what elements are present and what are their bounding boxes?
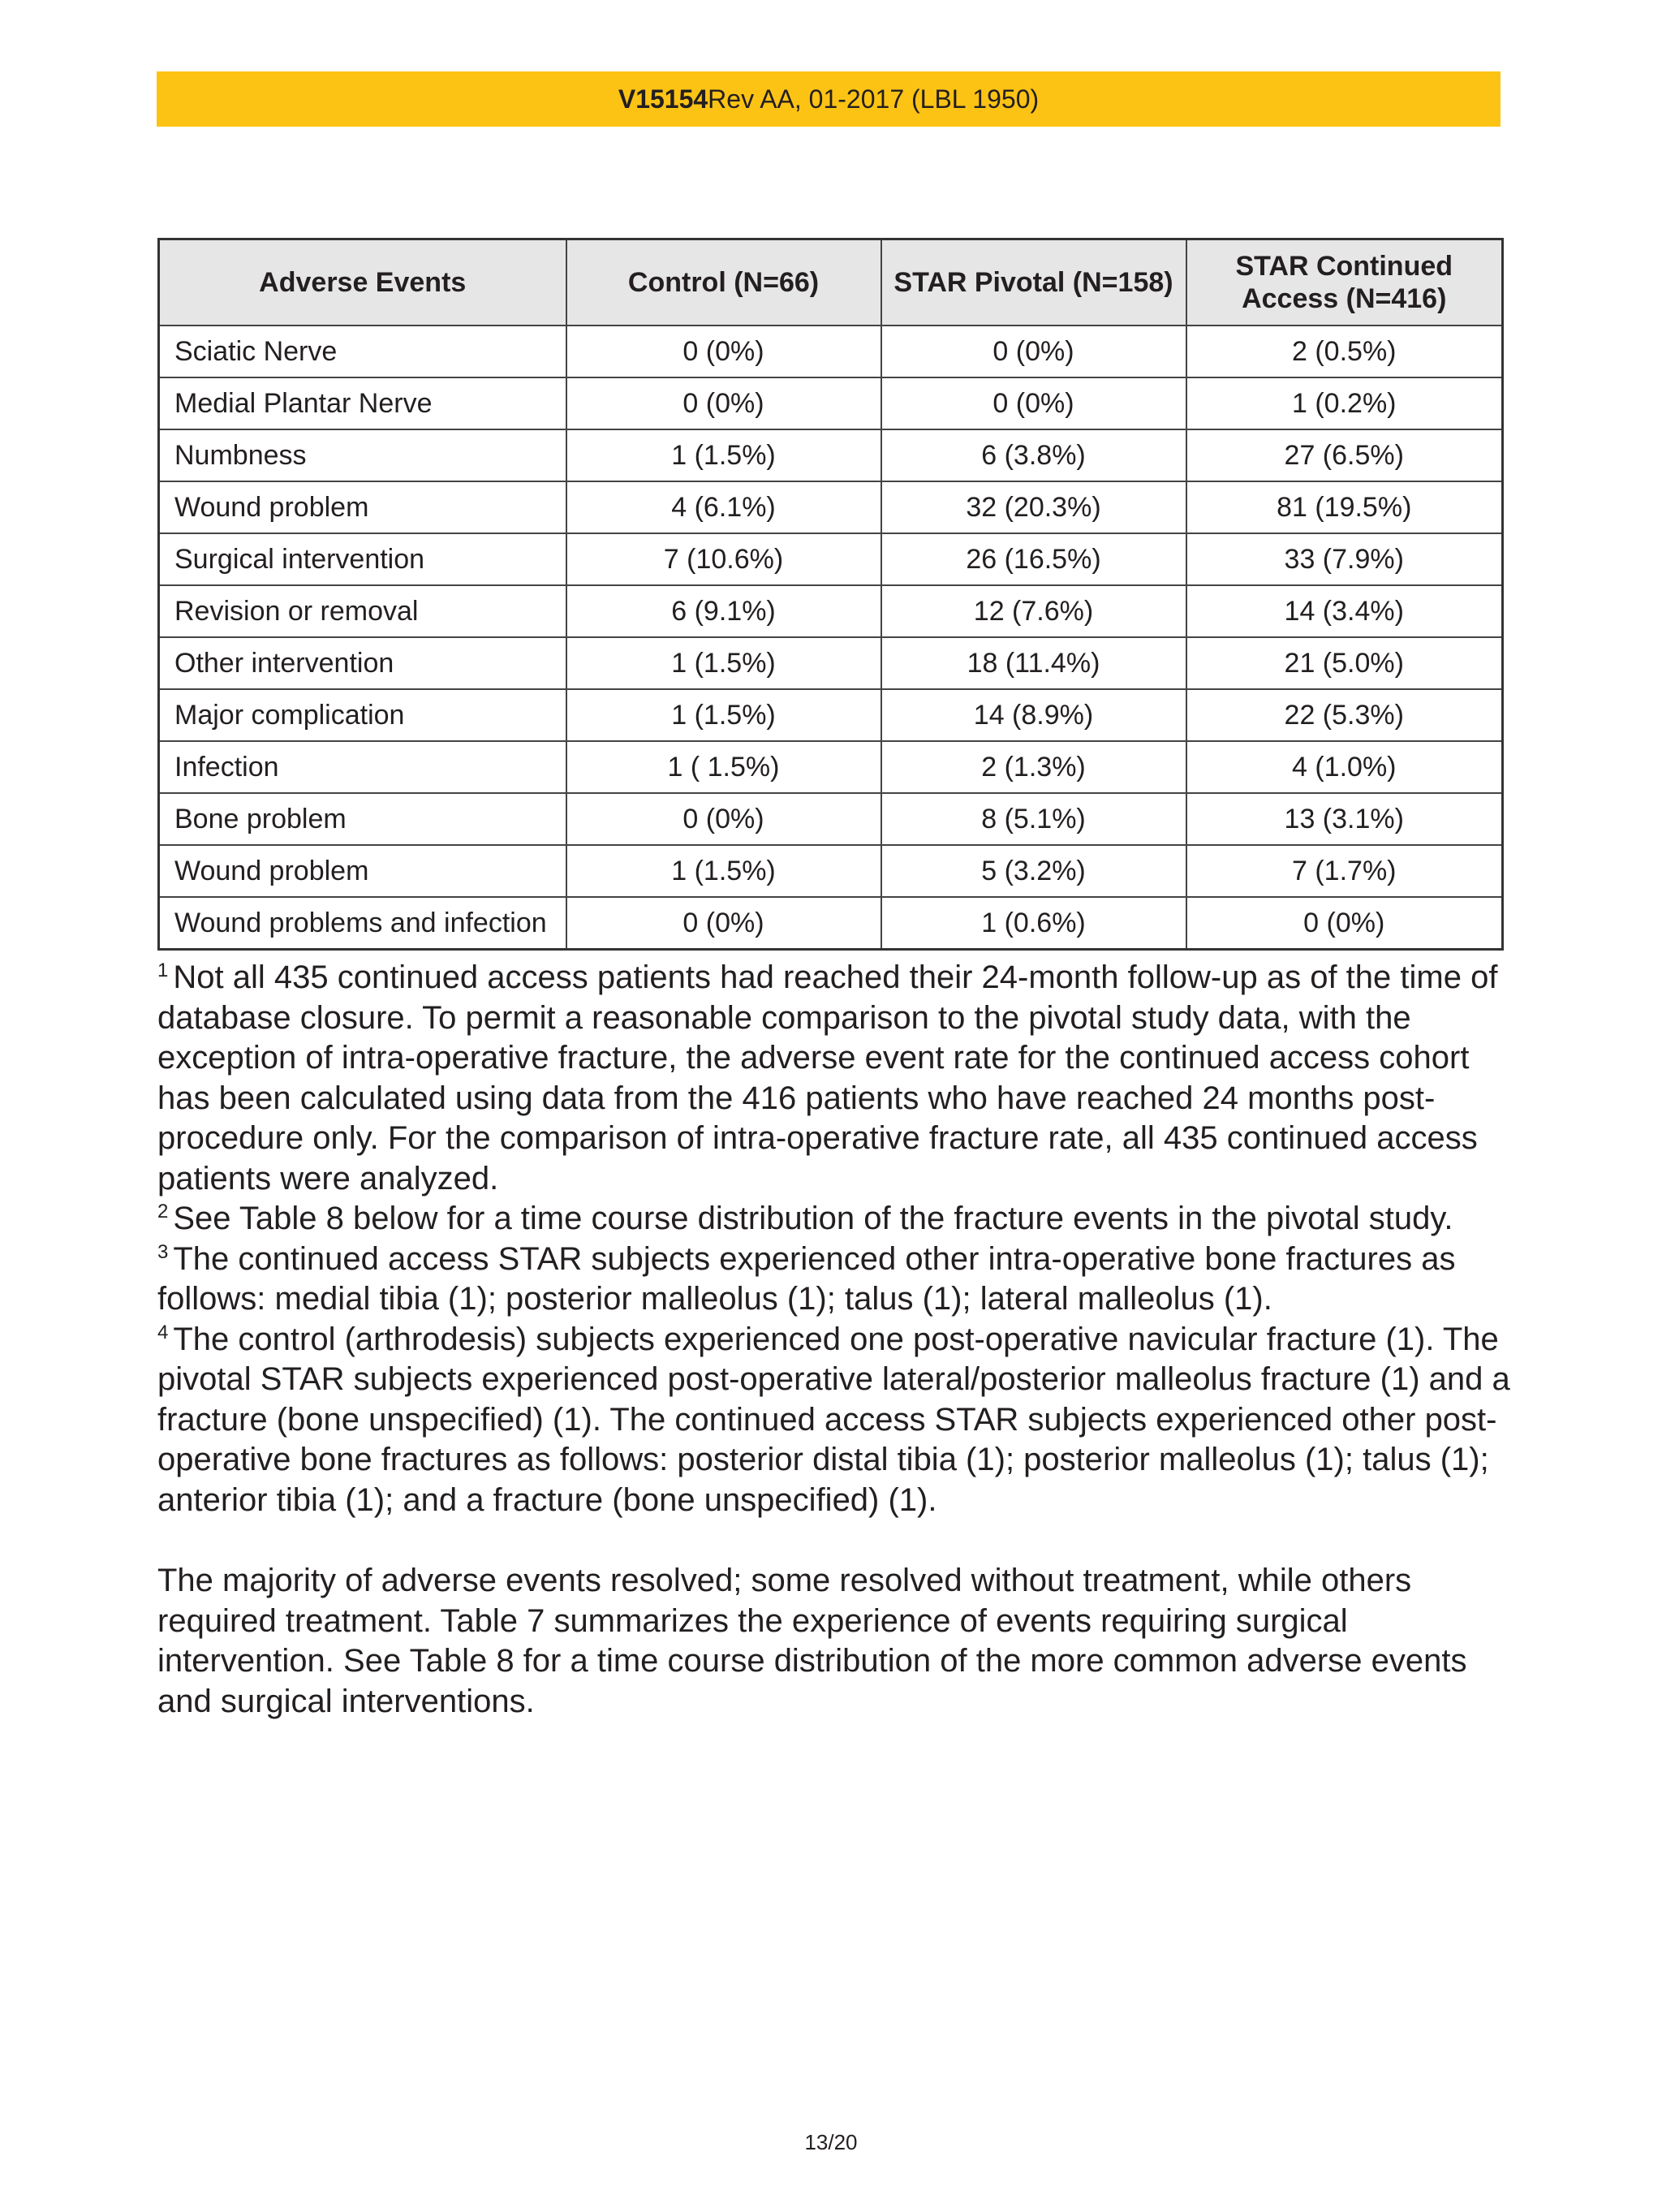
adverse-event-label-cell: Medial Plantar Nerve [159, 377, 566, 429]
star-pivotal-value-cell: 6 (3.8%) [881, 429, 1186, 481]
control-value-cell: 0 (0%) [566, 793, 881, 845]
control-value-cell: 4 (6.1%) [566, 481, 881, 533]
document-revision: Rev AA, 01-2017 (LBL 1950) [708, 84, 1040, 114]
footnote-2 [157, 1199, 1521, 1240]
adverse-event-label-cell: Sciatic Nerve [159, 326, 566, 377]
document-header-bar [157, 71, 1501, 127]
control-value-cell: 1 (1.5%) [566, 429, 881, 481]
column-header-star-pivotal: STAR Pivotal (N=158) [881, 239, 1186, 326]
table-row [159, 585, 1503, 637]
adverse-event-label-cell: Major complication [159, 689, 566, 741]
star-continued-access-value-cell: 81 (19.5%) [1186, 481, 1503, 533]
star-pivotal-value-cell: 1 (0.6%) [881, 897, 1186, 950]
column-header-control: Control (N=66) [566, 239, 881, 326]
adverse-event-label-cell: Numbness [159, 429, 566, 481]
table-body [159, 326, 1503, 950]
footnote-text: See Table 8 below for a time course distribution of the fracture events in the pivotal study. [173, 1201, 1453, 1236]
control-value-cell: 1 (1.5%) [566, 689, 881, 741]
footnotes [157, 958, 1521, 1520]
table-row [159, 689, 1503, 741]
footnote-marker: 2 [157, 1201, 169, 1222]
adverse-event-label-cell: Infection [159, 741, 566, 793]
table-row [159, 377, 1503, 429]
footnote-marker: 1 [157, 959, 169, 981]
table-row [159, 326, 1503, 377]
control-value-cell: 7 (10.6%) [566, 533, 881, 585]
footnote-3 [157, 1240, 1521, 1320]
table-header-row [159, 239, 1503, 326]
star-pivotal-value-cell: 5 (3.2%) [881, 845, 1186, 897]
star-pivotal-value-cell: 2 (1.3%) [881, 741, 1186, 793]
control-value-cell: 1 (1.5%) [566, 845, 881, 897]
footnote-text: Not all 435 continued access patients had reached their 24-month follow-up as of the time of database closure. To permit a reasonable comparison to the pivotal study data, with the exception of intra-operative fracture, the adverse event rate for the continued access cohort has been calculated using data from the 416 patients who have reached 24 months post-procedure only. For the comparison of intra-operative fracture rate, all 435 continued access patients were analyzed. [157, 959, 1498, 1197]
star-continued-access-value-cell: 4 (1.0%) [1186, 741, 1503, 793]
star-pivotal-value-cell: 8 (5.1%) [881, 793, 1186, 845]
adverse-event-label-cell: Other intervention [159, 637, 566, 689]
table-row [159, 533, 1503, 585]
star-continued-access-value-cell: 27 (6.5%) [1186, 429, 1503, 481]
star-continued-access-value-cell: 0 (0%) [1186, 897, 1503, 950]
adverse-event-label-cell: Bone problem [159, 793, 566, 845]
footnote-text: The continued access STAR subjects experienced other intra-operative bone fractures as follows: medial tibia (1); posterior malleolus (1); talus (1); lateral malleolus (1). [157, 1240, 1456, 1317]
star-continued-access-value-cell: 22 (5.3%) [1186, 689, 1503, 741]
adverse-event-label-cell: Wound problem [159, 845, 566, 897]
table-row [159, 845, 1503, 897]
star-continued-access-value-cell: 21 (5.0%) [1186, 637, 1503, 689]
footnote-text: The control (arthrodesis) subjects experienced one post-operative navicular fracture (1). The pivotal STAR subjects experienced post-operative lateral/posterior malleolus fracture (1) and a fracture (bone unspecified) (1). The continued access STAR subjects experienced other post-operative bone fractures as follows: posterior distal tibia (1); posterior malleolus (1); talus (1); anterior tibia (1); and a fracture (bone unspecified) (1). [157, 1321, 1510, 1518]
adverse-event-label-cell: Wound problem [159, 481, 566, 533]
column-header-adverse-events: Adverse Events [159, 239, 566, 326]
star-pivotal-value-cell: 32 (20.3%) [881, 481, 1186, 533]
footnote-1 [157, 958, 1521, 1199]
control-value-cell: 0 (0%) [566, 897, 881, 950]
star-pivotal-value-cell: 0 (0%) [881, 326, 1186, 377]
star-continued-access-value-cell: 13 (3.1%) [1186, 793, 1503, 845]
star-pivotal-value-cell: 26 (16.5%) [881, 533, 1186, 585]
body-paragraph: The majority of adverse events resolved; some resolved without treatment, while others required treatment. Table 7 summarizes the experience of events requiring surgical intervention. See Table 8 for a time course distribution of the more common adverse events and surgical interventions. [157, 1563, 1467, 1719]
adverse-event-label-cell: Wound problems and infection [159, 897, 566, 950]
document-code: V15154 [618, 84, 708, 114]
table-row [159, 741, 1503, 793]
star-continued-access-value-cell: 33 (7.9%) [1186, 533, 1503, 585]
footnote-4 [157, 1320, 1521, 1521]
control-value-cell: 0 (0%) [566, 377, 881, 429]
adverse-event-label-cell: Revision or removal [159, 585, 566, 637]
table-row [159, 637, 1503, 689]
star-continued-access-value-cell: 1 (0.2%) [1186, 377, 1503, 429]
footnote-marker: 3 [157, 1240, 169, 1263]
table-row [159, 897, 1503, 950]
adverse-event-label-cell: Surgical intervention [159, 533, 566, 585]
column-header-star-continued-access: STAR Continued Access (N=416) [1186, 239, 1503, 326]
table-row [159, 793, 1503, 845]
star-continued-access-value-cell: 2 (0.5%) [1186, 326, 1503, 377]
star-pivotal-value-cell: 14 (8.9%) [881, 689, 1186, 741]
control-value-cell: 6 (9.1%) [566, 585, 881, 637]
table-row [159, 481, 1503, 533]
control-value-cell: 1 ( 1.5%) [566, 741, 881, 793]
star-pivotal-value-cell: 12 (7.6%) [881, 585, 1186, 637]
control-value-cell: 1 (1.5%) [566, 637, 881, 689]
page-number: 13/20 [804, 2130, 858, 2154]
star-pivotal-value-cell: 18 (11.4%) [881, 637, 1186, 689]
footnote-marker: 4 [157, 1321, 169, 1343]
star-continued-access-value-cell: 7 (1.7%) [1186, 845, 1503, 897]
control-value-cell: 0 (0%) [566, 326, 881, 377]
star-pivotal-value-cell: 0 (0%) [881, 377, 1186, 429]
adverse-events-table [157, 238, 1504, 951]
table-row [159, 429, 1503, 481]
star-continued-access-value-cell: 14 (3.4%) [1186, 585, 1503, 637]
